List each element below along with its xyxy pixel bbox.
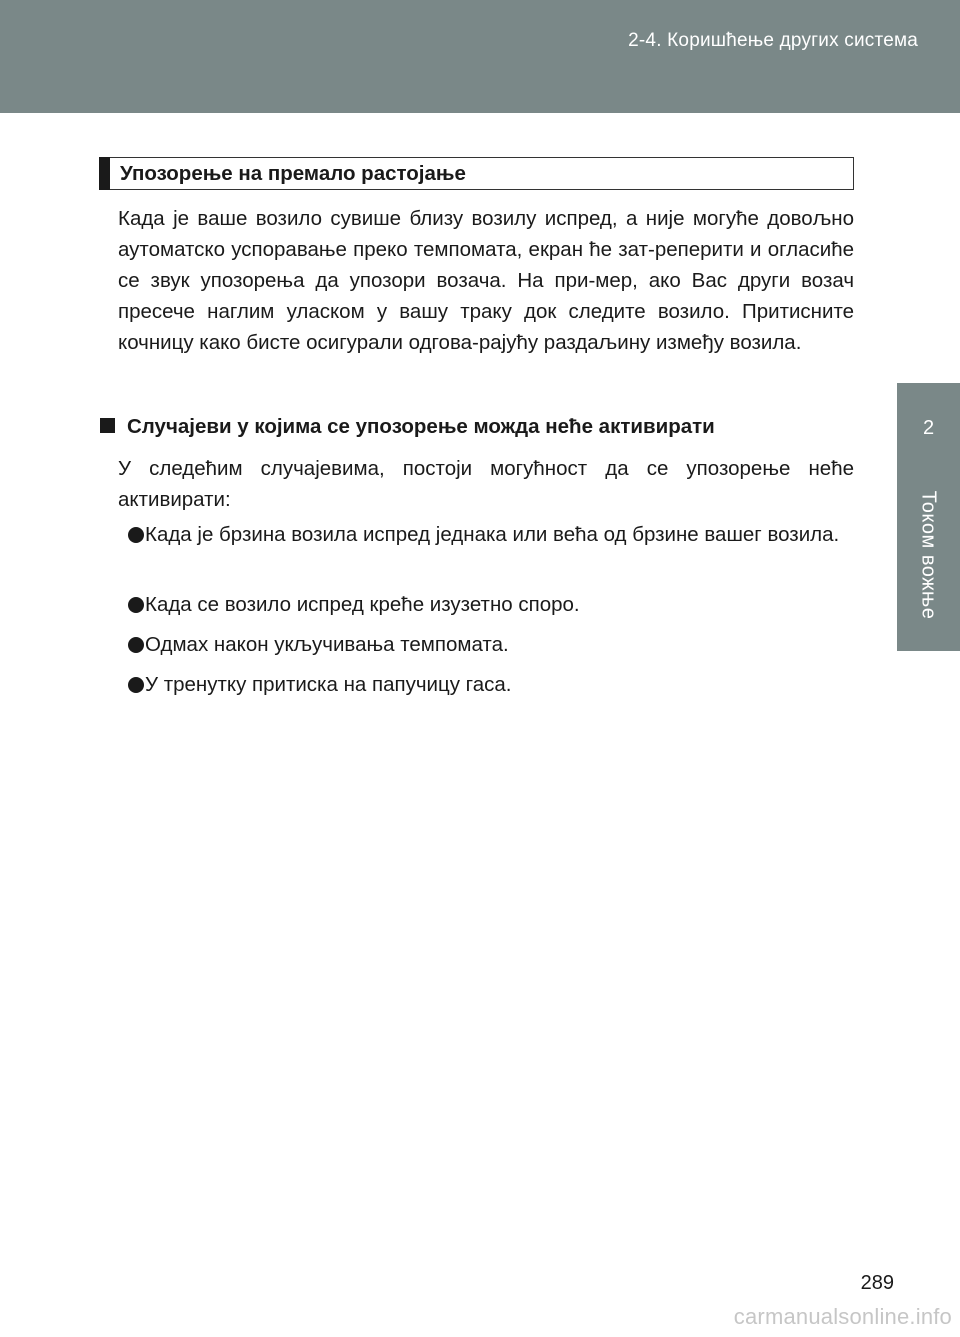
cases-intro-paragraph: У следећим случајевима, постоји могућност да се упозорење неће активирати: [118, 457, 854, 511]
sub-heading [100, 415, 715, 439]
chapter-side-tab [897, 383, 960, 651]
list-item-text: Када је брзина возила испред једнака или већа од брзине вашег возила. [145, 523, 840, 546]
list-item [128, 589, 854, 620]
list-item-text: Када се возило испред креће изузетно споро. [145, 593, 580, 616]
chapter-title: Током вожње [917, 490, 940, 620]
page-number: 289 [860, 1272, 894, 1294]
heading-marker-bar [99, 157, 110, 190]
list-item-text: У тренутку притиска на папучицу гаса. [145, 673, 512, 696]
list-item-text: Одмах након укључивања темпомата. [145, 633, 509, 656]
bullet-dot-icon [128, 527, 144, 543]
list-item [128, 629, 854, 660]
bullet-dot-icon [128, 597, 144, 613]
warning-heading-box [99, 157, 854, 190]
list-item [128, 669, 854, 700]
bullet-dot-icon [128, 677, 144, 693]
square-bullet-icon [100, 418, 115, 433]
sub-heading-text: Случајеви у којима се упозорење можда неће активирати [127, 415, 715, 438]
warning-paragraph: Када је ваше возило сувише близу возилу испред, а није могуће довољно аутоматско успоравање преко темпомата, екран ће зат-реперити и огласиће се звук упозорења да упозори возача. На при-мер, ако Вас други возач пресече наглим уласком у вашу траку док следите возило. Притисните кочницу како бисте осигурали одгова-рајућу раздаљину између возила. [118, 207, 854, 354]
warning-heading-title: Упозорење на премало растојање [120, 162, 466, 185]
chapter-number: 2 [922, 417, 935, 439]
list-item [128, 519, 854, 550]
bullet-dot-icon [128, 637, 144, 653]
watermark: carmanualsonline.info [733, 1304, 952, 1329]
page-header-bar [0, 0, 960, 113]
section-title: 2-4. Коришћење других система [628, 30, 918, 51]
